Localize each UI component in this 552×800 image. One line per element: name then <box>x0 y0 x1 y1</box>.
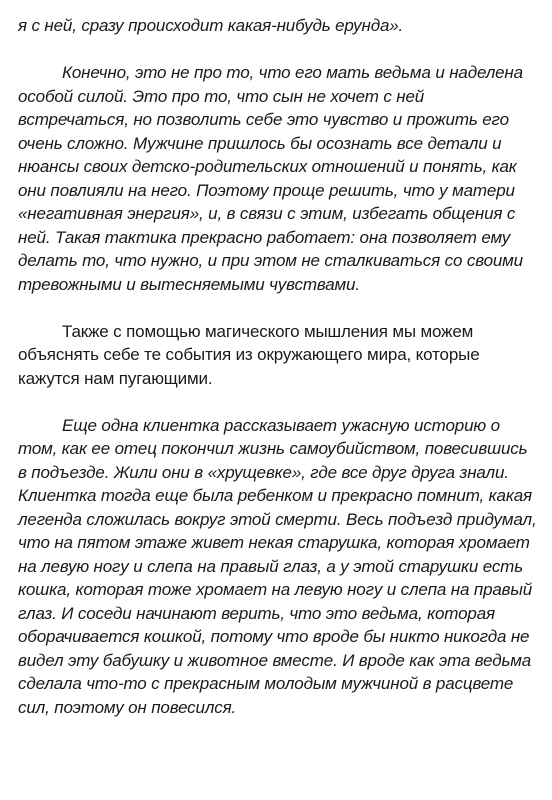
paragraph-client-story: Еще одна клиентка рассказывает ужасную историю о том, как ее отец покончил жизнь самоубийством, повесившись в подъезде. Жили они в «хрущевке», где все друг друга знали. Клиентка тогда еще была ребенком и прекрасно помнит, какая легенда сложилась вокруг этой смерти. Весь подъезд придумал, что на пятом этаже живет некая старушка, которая хромает на левую ногу и слепа на правый глаз, а у этой старушки есть кошка, которая тоже хромает на левую ногу и слепа на правый глаз. И соседи начинают верить, что это ведьма, которая оборачивается кошкой, потому что вроде бы никто никогда не видел эту бабушку и животное вместе. И вроде как эта ведьма сделала что-то с прекрасным молодым мужчиной в расцвете сил, поэтому он повесился. <box>18 415 537 717</box>
paragraph-quote-ending: я с ней, сразу происходит какая-нибудь ерунда». <box>18 16 404 35</box>
paragraph-mother-witch: Конечно, это не про то, что его мать ведьма и наделена особой силой. Это про то, что сын не хочет с ней встречаться, но позволить себе это чувство и прожить его очень сложно. Мужчине пришлось бы осознать все детали и нюансы своих детско-родительских отношений и понять, как они повлияли на него. Поэтому проще решить, что у матери «негативная энергия», и, в связи с этим, избегать общения с ней. Такая тактика прекрасно работает: она позволяет ему делать то, что нужно, и при этом не сталкиваться со своими тревожными и вытесняемыми чувствами. <box>18 63 523 294</box>
paragraph-magical-thinking: Также с помощью магического мышления мы можем объяснять себе те события из окружающего мира, которые кажутся нам пугающими. <box>18 321 480 388</box>
document-page <box>18 14 538 743</box>
